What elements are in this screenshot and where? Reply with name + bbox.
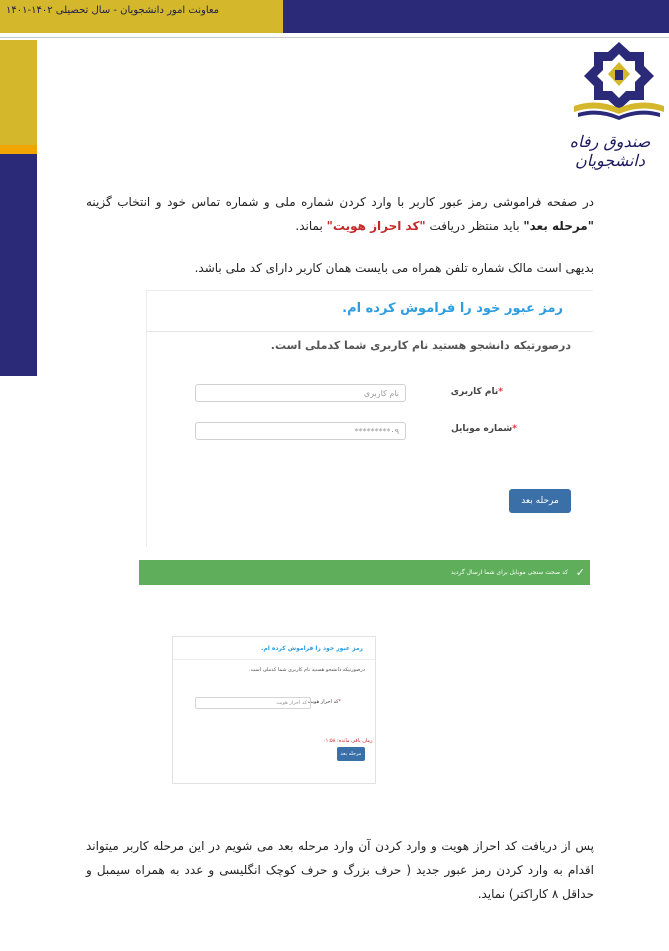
intro-text-e: بماند.: [295, 219, 327, 233]
header-text: معاونت امور دانشجویان - سال تحصیلی ۱۴۰۲-۱۴۰۱: [6, 5, 220, 16]
next-step-button[interactable]: مرحله بعد: [509, 489, 571, 513]
auth-code-label: [308, 699, 341, 705]
check-icon: ✓: [575, 566, 585, 579]
mobile-input[interactable]: ۰۹*********: [195, 422, 406, 440]
form-title: رمز عبور خود را فراموش کرده ام.: [261, 645, 363, 652]
username-label-text: نام کاربری: [450, 387, 499, 397]
brand-name: صندوق رفاه دانشجویان: [569, 132, 651, 170]
banner-text: کد صحت سنجی موبایل برای شما ارسال گردید: [450, 569, 568, 576]
intro-auth-code-emphasis: "کد احراز هویت": [326, 219, 426, 233]
required-mark: *: [498, 387, 503, 397]
side-orange-strip: [0, 145, 37, 154]
success-banner: [139, 560, 590, 585]
logo-icon: [570, 40, 668, 120]
mobile-label-text: شماره موبایل: [451, 424, 513, 434]
form-divider: [173, 659, 375, 660]
header-navy-band: [283, 0, 669, 33]
intro-text-c: باید منتظر دریافت: [425, 219, 524, 233]
intro-paragraph: [86, 190, 594, 238]
outro-paragraph: پس از دریافت کد احراز هویت و وارد کردن آن وارد مرحله بعد می شویم در این مرحله کاربر میتواند اقدام به وارد کردن رمز عبور جدید ( حرف بزرگ و حرف کوچک انگلیسی و عدد به همراه سیمبل و حداقل ۸ کاراکتر) نماید.: [86, 839, 594, 901]
countdown-timer: زمان باقی مانده: ۰۱:۵۸: [323, 738, 373, 744]
mobile-label: [451, 424, 517, 434]
username-input[interactable]: نام کاربری: [195, 384, 406, 402]
side-navy-band: [0, 154, 37, 376]
form-divider: [147, 331, 593, 332]
form-subtitle: درصورتیکه دانشجو هستید نام کاربری شما کدملی است.: [270, 339, 571, 352]
required-mark: *: [338, 699, 341, 705]
intro-text-a: در صفحه فراموشی رمز عبور کاربر با وارد کردن شماره ملی و شماره تماس خود و انتخاب گزینه: [86, 195, 594, 209]
form-title: رمز عبور خود را فراموش کرده ام.: [342, 301, 563, 316]
auth-code-label-text: کد احراز هویت: [307, 699, 339, 705]
forgot-password-form: [146, 290, 593, 547]
auth-code-form: [172, 636, 376, 784]
auth-code-input[interactable]: کد احراز هویت: [195, 697, 311, 709]
intro-next-step-emphasis: "مرحله بعد": [523, 219, 594, 233]
intro-note: بدیهی است مالک شماره تلفن همراه می بایست همان کاربر دارای کد ملی باشد.: [194, 261, 594, 275]
next-step-button[interactable]: مرحله بعد: [337, 747, 365, 761]
side-gold-band: [0, 40, 37, 153]
form-subtitle: درصورتیکه دانشجو هستید نام کاربری شما کدملی است.: [249, 667, 365, 673]
header-divider: [0, 37, 669, 38]
username-label: [451, 387, 503, 397]
required-mark: *: [512, 424, 517, 434]
